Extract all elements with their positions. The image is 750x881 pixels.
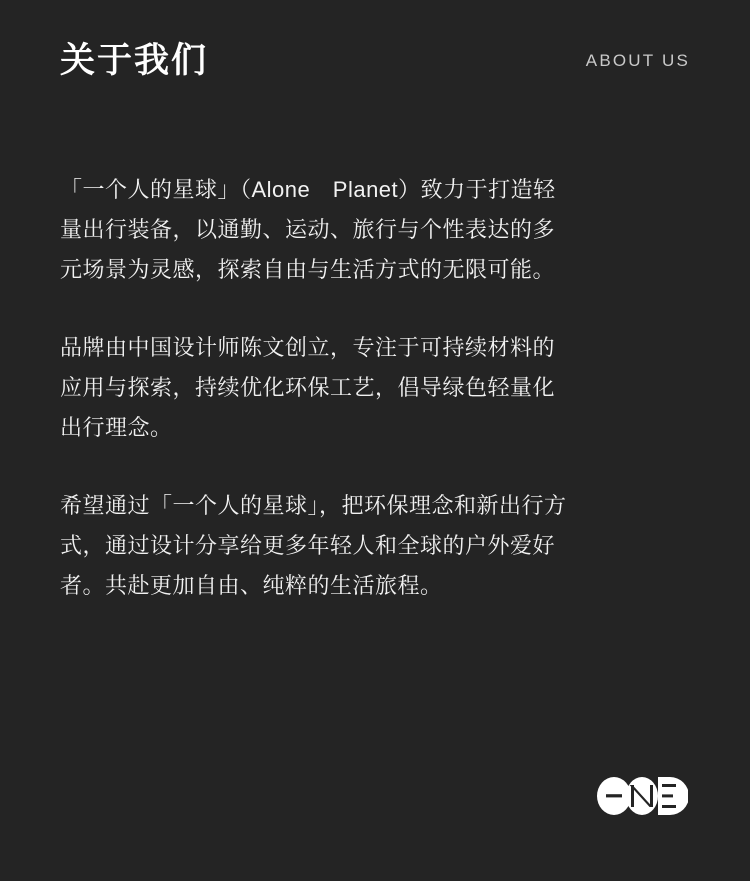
paragraph-vision: 希望通过「一个人的星球」，把环保理念和新出行方式，通过设计分享给更多年轻人和全球的户外爱好者。共赴更加自由、纯粹的生活旅程。 xyxy=(60,493,567,598)
paragraph-founder: 品牌由中国设计师陈文创立，专注于可持续材料的应用与探索，持续优化环保工艺，倡导绿色轻量化出行理念。 xyxy=(60,335,556,440)
about-body-text xyxy=(60,170,575,606)
page-title-english: ABOUT US xyxy=(585,51,690,70)
page-header xyxy=(60,40,690,100)
page-title: 关于我们 xyxy=(60,41,209,80)
paragraph-brand-intro: 「一个人的星球」（Alone Planet）致力于打造轻量出行装备，以通勤、运动、旅行与个性表达的多元场景为灵感，探索自由与生活方式的无限可能。 xyxy=(60,177,556,282)
brand-logo-icon xyxy=(596,773,688,819)
